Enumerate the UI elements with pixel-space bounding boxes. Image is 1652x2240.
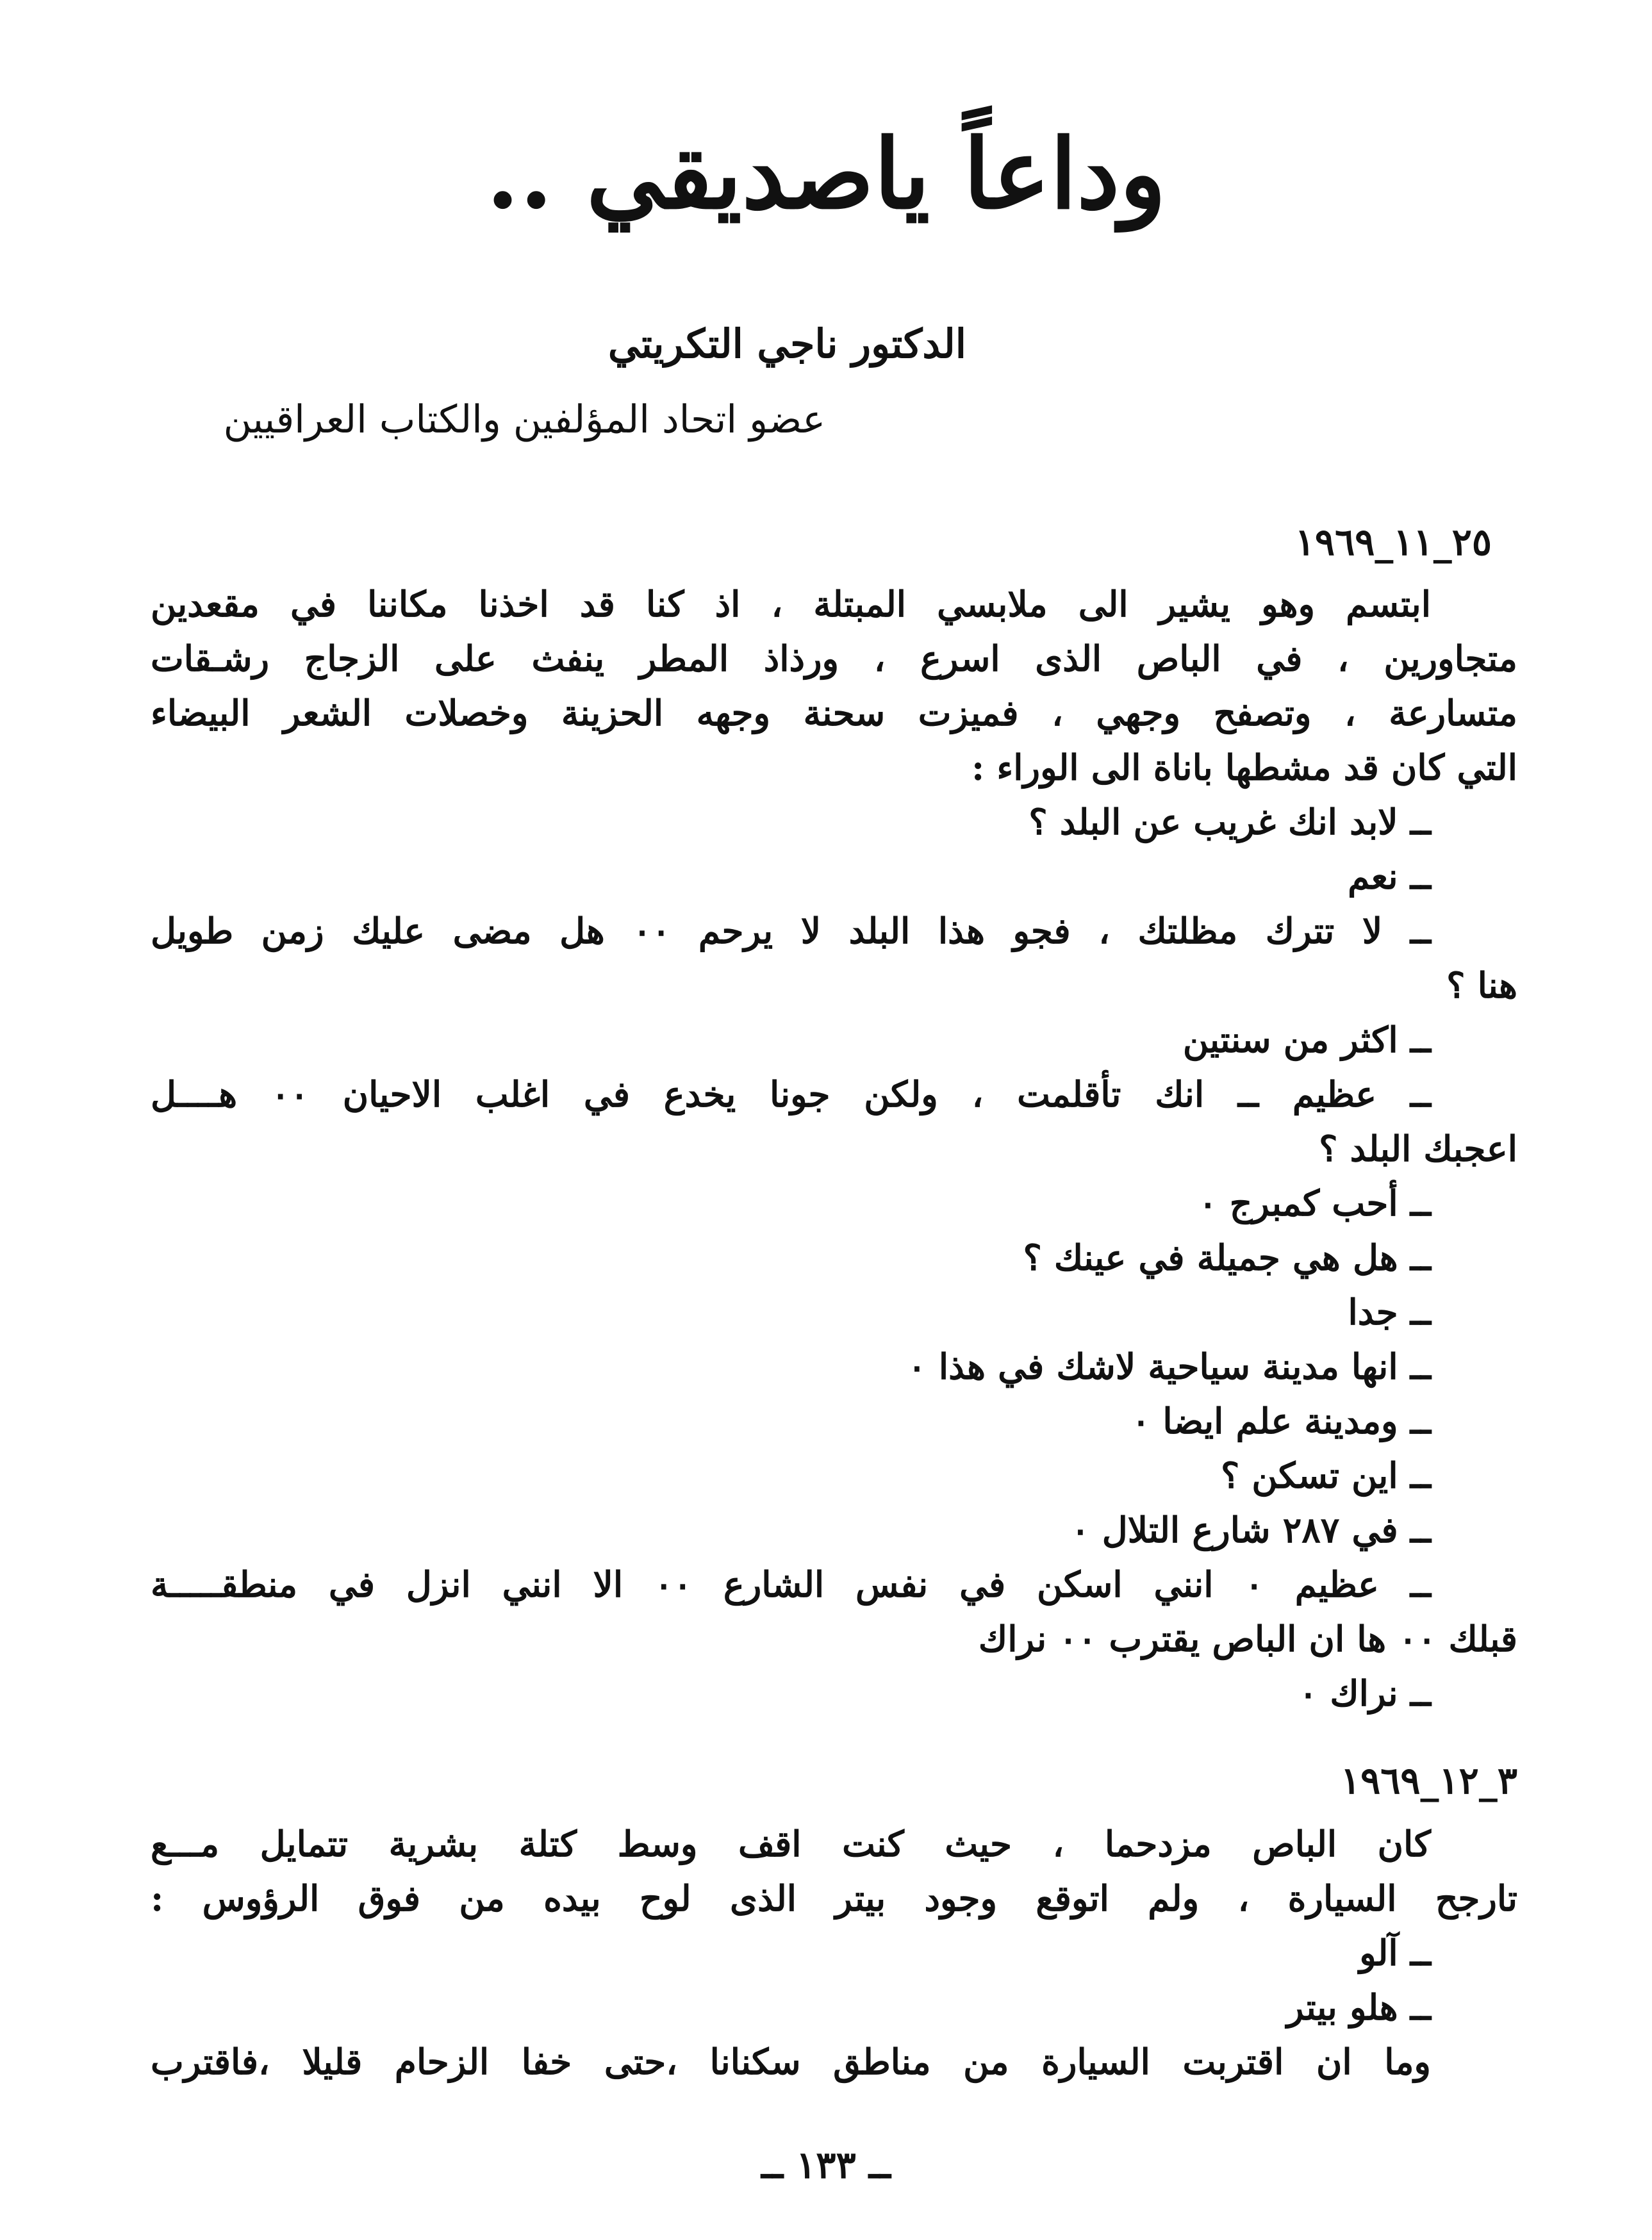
dialogue-line: ــ نراك ٠ bbox=[1298, 1672, 1431, 1714]
paragraph-line: التي كان قد مشطها باناة الى الوراء : bbox=[971, 746, 1517, 788]
dialogue-line: ــ لا تترك مظلتك ، فجو هذا البلد لا يرحم ٠٠ هل مضى عليك زمن طويل bbox=[151, 910, 1432, 951]
dialogue-line: قبلك ٠٠ ها ان الباص يقترب ٠٠ نراك bbox=[978, 1618, 1517, 1659]
page-title: وداعاً ياصديقي .. bbox=[486, 118, 1166, 231]
entry-date: ٢٥_١١_١٩٦٩ bbox=[1294, 520, 1492, 564]
dialogue-line: اعجبك البلد ؟ bbox=[1319, 1128, 1517, 1169]
dialogue-line: ــ ومدينة علم ايضا ٠ bbox=[1131, 1400, 1431, 1442]
dialogue-line: ــ عظيم ــ انك تأقلمت ، ولكن جونا يخدع في اغلب الاحيان ٠٠ هــــل bbox=[151, 1073, 1431, 1115]
paragraph-line: ابتسم وهو يشير الى ملابسي المبتلة ، اذ كنا قد اخذنا مكاننا في مقعدين bbox=[151, 583, 1431, 625]
dialogue-line: ــ عظيم ٠ انني اسكن في نفس الشارع ٠٠ الا انني انزل في منطقـــــة bbox=[151, 1563, 1431, 1605]
paragraph-line: متسارعة ، وتصفح وجهي ، فميزت سحنة وجهه الحزينة وخصلات الشعر البيضاء bbox=[151, 692, 1517, 734]
dialogue-line: ــ نعم bbox=[1348, 855, 1431, 897]
paragraph-line: متجاورين ، في الباص الذى اسرع ، ورذاذ المطر ينفث على الزجاج رشـقات bbox=[151, 638, 1517, 679]
paragraph-line: وما ان اقتربت السيارة من مناطق سكنانا ،حتى خفا الزحام قليلا ،فاقترب bbox=[151, 2041, 1431, 2082]
author-name: الدكتور ناجي التكريتي bbox=[607, 320, 966, 367]
paragraph-line: كان الباص مزدحما ، حيث كنت اقف وسط كتلة بشرية تتمايل مـــع bbox=[151, 1823, 1431, 1865]
dialogue-line: ــ هل هي جميلة في عينك ؟ bbox=[1023, 1237, 1431, 1278]
paragraph-line: تارجح السيارة ، ولم اتوقع وجود بيتر الذى لوح بيده من فوق الرؤوس : bbox=[151, 1877, 1517, 1919]
dialogue-line: ــ هلو بيتر bbox=[1287, 1986, 1431, 2028]
dialogue-line: ــ جدا bbox=[1348, 1291, 1431, 1333]
page-number: ــ ١٣٣ ــ bbox=[761, 2143, 891, 2187]
dialogue-line: ــ اكثر من سنتين bbox=[1182, 1019, 1431, 1060]
dialogue-line: ــ آلو bbox=[1359, 1932, 1431, 1973]
author-affiliation: عضو اتحاد المؤلفين والكتاب العراقيين bbox=[223, 397, 825, 442]
dialogue-line: هنا ؟ bbox=[1446, 964, 1517, 1006]
entry-date: ٣_١٢_١٩٦٩ bbox=[1340, 1759, 1517, 1802]
dialogue-line: ــ اين تسكن ؟ bbox=[1221, 1454, 1431, 1496]
dialogue-line: ــ أحب كمبرج ٠ bbox=[1198, 1182, 1431, 1224]
dialogue-line: ــ لابد انك غريب عن البلد ؟ bbox=[1028, 801, 1431, 843]
dialogue-line: ــ في ٢٨٧ شارع التلال ٠ bbox=[1071, 1509, 1431, 1551]
dialogue-line: ــ انها مدينة سياحية لاشك في هذا ٠ bbox=[907, 1346, 1431, 1387]
